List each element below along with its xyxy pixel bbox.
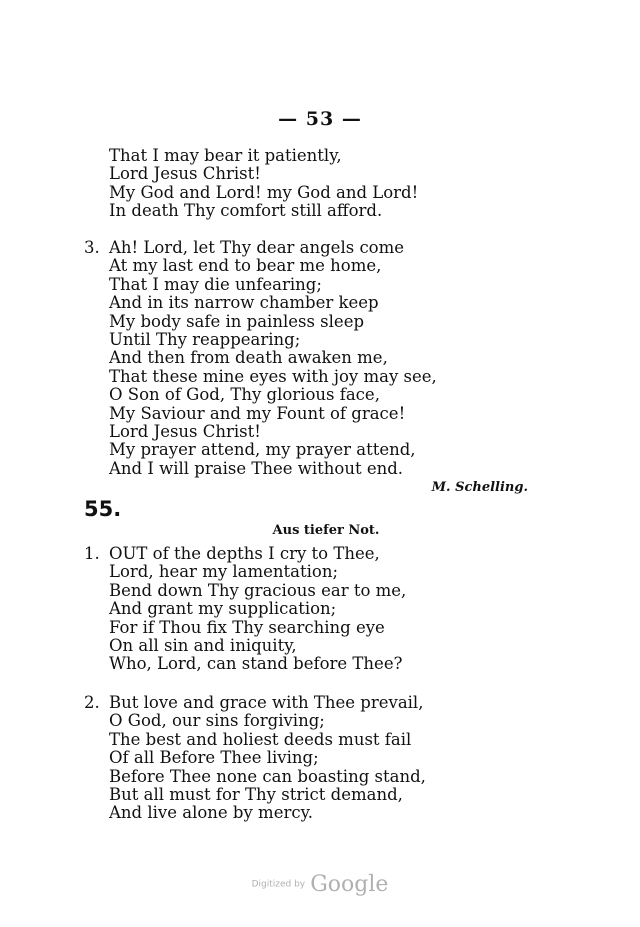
stanza-1	[84, 545, 406, 674]
verse-line: On all sin and iniquity,	[109, 635, 297, 655]
verse-line: Lord Jesus Christ!	[109, 164, 261, 184]
verse-line: And in its narrow chamber keep	[109, 293, 379, 313]
verse-line: My prayer attend, my prayer attend,	[109, 440, 416, 460]
verse-line: That I may die unfearing;	[109, 274, 322, 294]
verse-line: For if Thou fix Thy searching eye	[109, 617, 385, 637]
verse-line: Until Thy reappearing;	[109, 329, 301, 349]
verse-line: That I may bear it patiently,	[109, 146, 342, 165]
verse-line: The best and holiest deeds must fail	[109, 729, 412, 749]
stanza-number: 1.	[84, 544, 100, 563]
verse-line: Lord Jesus Christ!	[109, 421, 261, 441]
digitized-by-text: Digitized by	[251, 879, 306, 890]
verse-line: My Saviour and my Fount of grace!	[109, 403, 406, 423]
verse-line: But all must for Thy strict demand,	[109, 784, 403, 804]
verse-line: My body safe in painless sleep	[109, 311, 365, 331]
verse-line: That these mine eyes with joy may see,	[109, 366, 437, 386]
tune-name: Aus tiefer Not.	[272, 523, 380, 538]
verse-line: Who, Lord, can stand before Thee?	[109, 654, 403, 674]
verse-line: Lord, hear my lamentation;	[109, 562, 339, 582]
verse-line: And I will praise Thee without end.	[109, 458, 404, 478]
verse-line: O God, our sins forgiving;	[109, 711, 325, 731]
verse-line: At my last end to bear me home,	[109, 256, 382, 276]
verse-line: And live alone by mercy.	[109, 803, 313, 823]
stanza-number: 2.	[84, 693, 100, 712]
author-attribution: M. Schelling.	[431, 480, 528, 495]
google-logo: Google	[310, 872, 389, 897]
verse-line: Before Thee none can boasting stand,	[109, 766, 426, 786]
verse-line: In death Thy comfort still afford.	[109, 201, 383, 221]
verse-line: And grant my supplication;	[109, 599, 337, 619]
verse-line: OUT of the depths I cry to Thee,	[109, 544, 380, 563]
stanza-3	[84, 239, 437, 478]
verse-line: Bend down Thy gracious ear to me,	[109, 580, 407, 600]
stanza-number: 3.	[84, 238, 100, 257]
verse-line: But love and grace with Thee prevail,	[109, 693, 424, 712]
verse-line: Ah! Lord, let Thy dear angels come	[109, 238, 405, 257]
page-number: — 53 —	[278, 108, 362, 130]
verse-line: O Son of God, Thy glorious face,	[109, 385, 380, 405]
digitized-watermark	[0, 872, 640, 897]
stanza-2	[84, 694, 426, 823]
verse-line: And then from death awaken me,	[109, 348, 388, 368]
hymn-number: 55.	[84, 497, 122, 521]
verse-line: My God and Lord! my God and Lord!	[109, 182, 419, 202]
verse-line: Of all Before Thee living;	[109, 748, 319, 768]
continuation-lines	[84, 147, 418, 221]
